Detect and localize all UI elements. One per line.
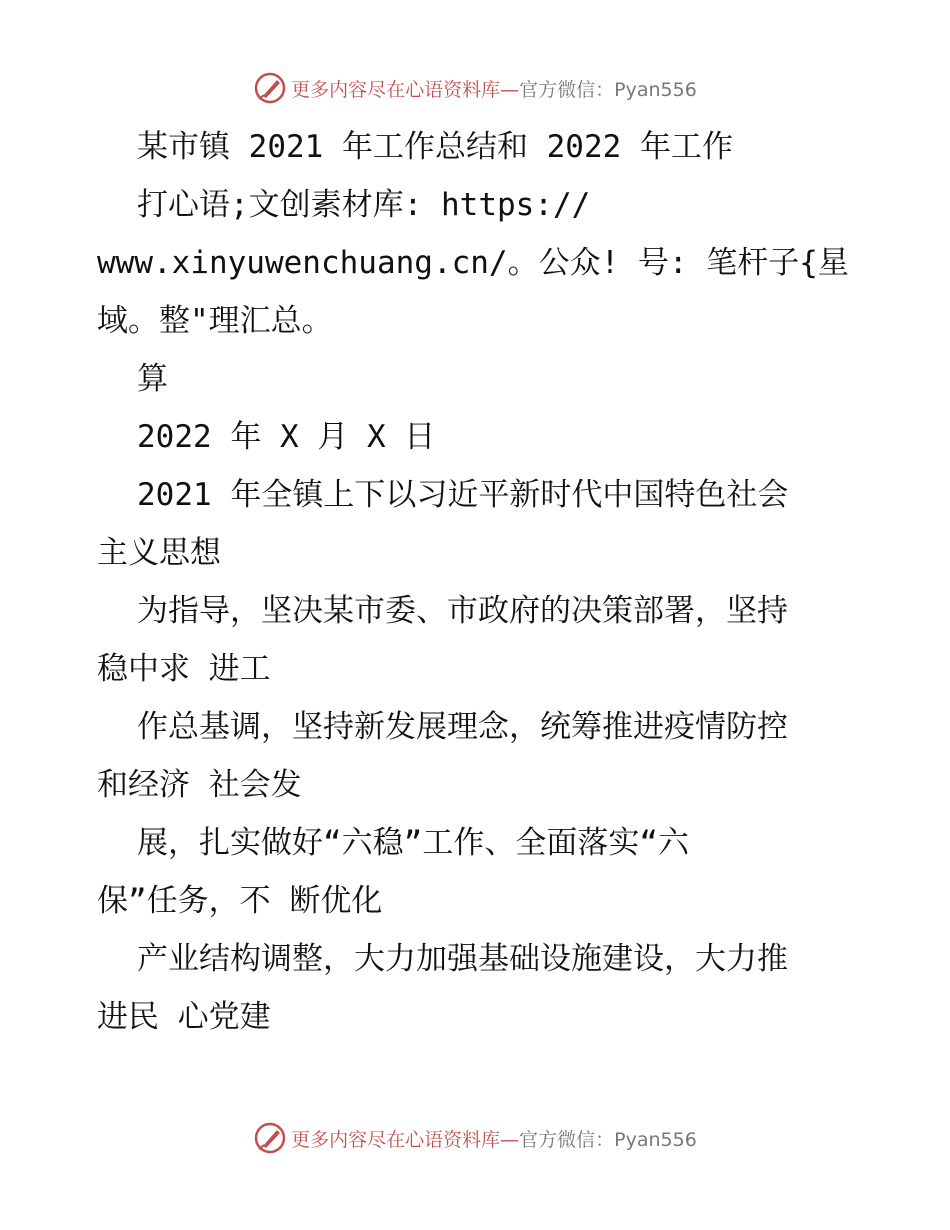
doc-line: 算 — [137, 361, 168, 397]
doc-line: 稳中求 进工 — [97, 651, 271, 687]
watermark-text-main: 更多内容尽在心语资料库— — [291, 78, 520, 101]
doc-line: 主义思想 — [97, 535, 221, 571]
document-body — [97, 118, 857, 1046]
doc-line: 产业结构调整，大力加强基础设施建设，大力推 — [137, 941, 788, 977]
quill-logo-icon — [253, 71, 287, 105]
doc-line: 作总基调，坚持新发展理念，统筹推进疫情防控 — [137, 709, 788, 745]
doc-line: 2021 年全镇上下以习近平新时代中国特色社会 — [137, 477, 789, 513]
header-watermark — [0, 68, 950, 108]
doc-line: 2022 年 X 月 X 日 — [137, 419, 436, 455]
doc-line: 进民 心党建 — [97, 999, 271, 1035]
doc-line: 打心语;文创素材库: https:// — [137, 187, 591, 223]
doc-line: www.xinyuwenchuang.cn/。公众! 号: 笔杆子{星 — [97, 245, 849, 281]
doc-line: 某市镇 2021 年工作总结和 2022 年工作 — [137, 129, 733, 165]
doc-line: 为指导，坚决某市委、市政府的决策部署，坚持 — [137, 593, 788, 629]
watermark-text-tail: 官方微信：Pyan556 — [519, 78, 697, 101]
doc-line: 展，扎实做好“六稳”工作、全面落实“六 — [137, 825, 689, 861]
quill-logo-icon — [253, 1121, 287, 1155]
footer-watermark — [0, 1118, 950, 1158]
doc-line: 域。整"理汇总。 — [97, 303, 333, 339]
watermark-text-tail: 官方微信：Pyan556 — [519, 1128, 697, 1151]
watermark-text-main: 更多内容尽在心语资料库— — [291, 1128, 520, 1151]
doc-line: 和经济 社会发 — [97, 767, 302, 803]
doc-line: 保”任务，不 断优化 — [97, 883, 383, 919]
